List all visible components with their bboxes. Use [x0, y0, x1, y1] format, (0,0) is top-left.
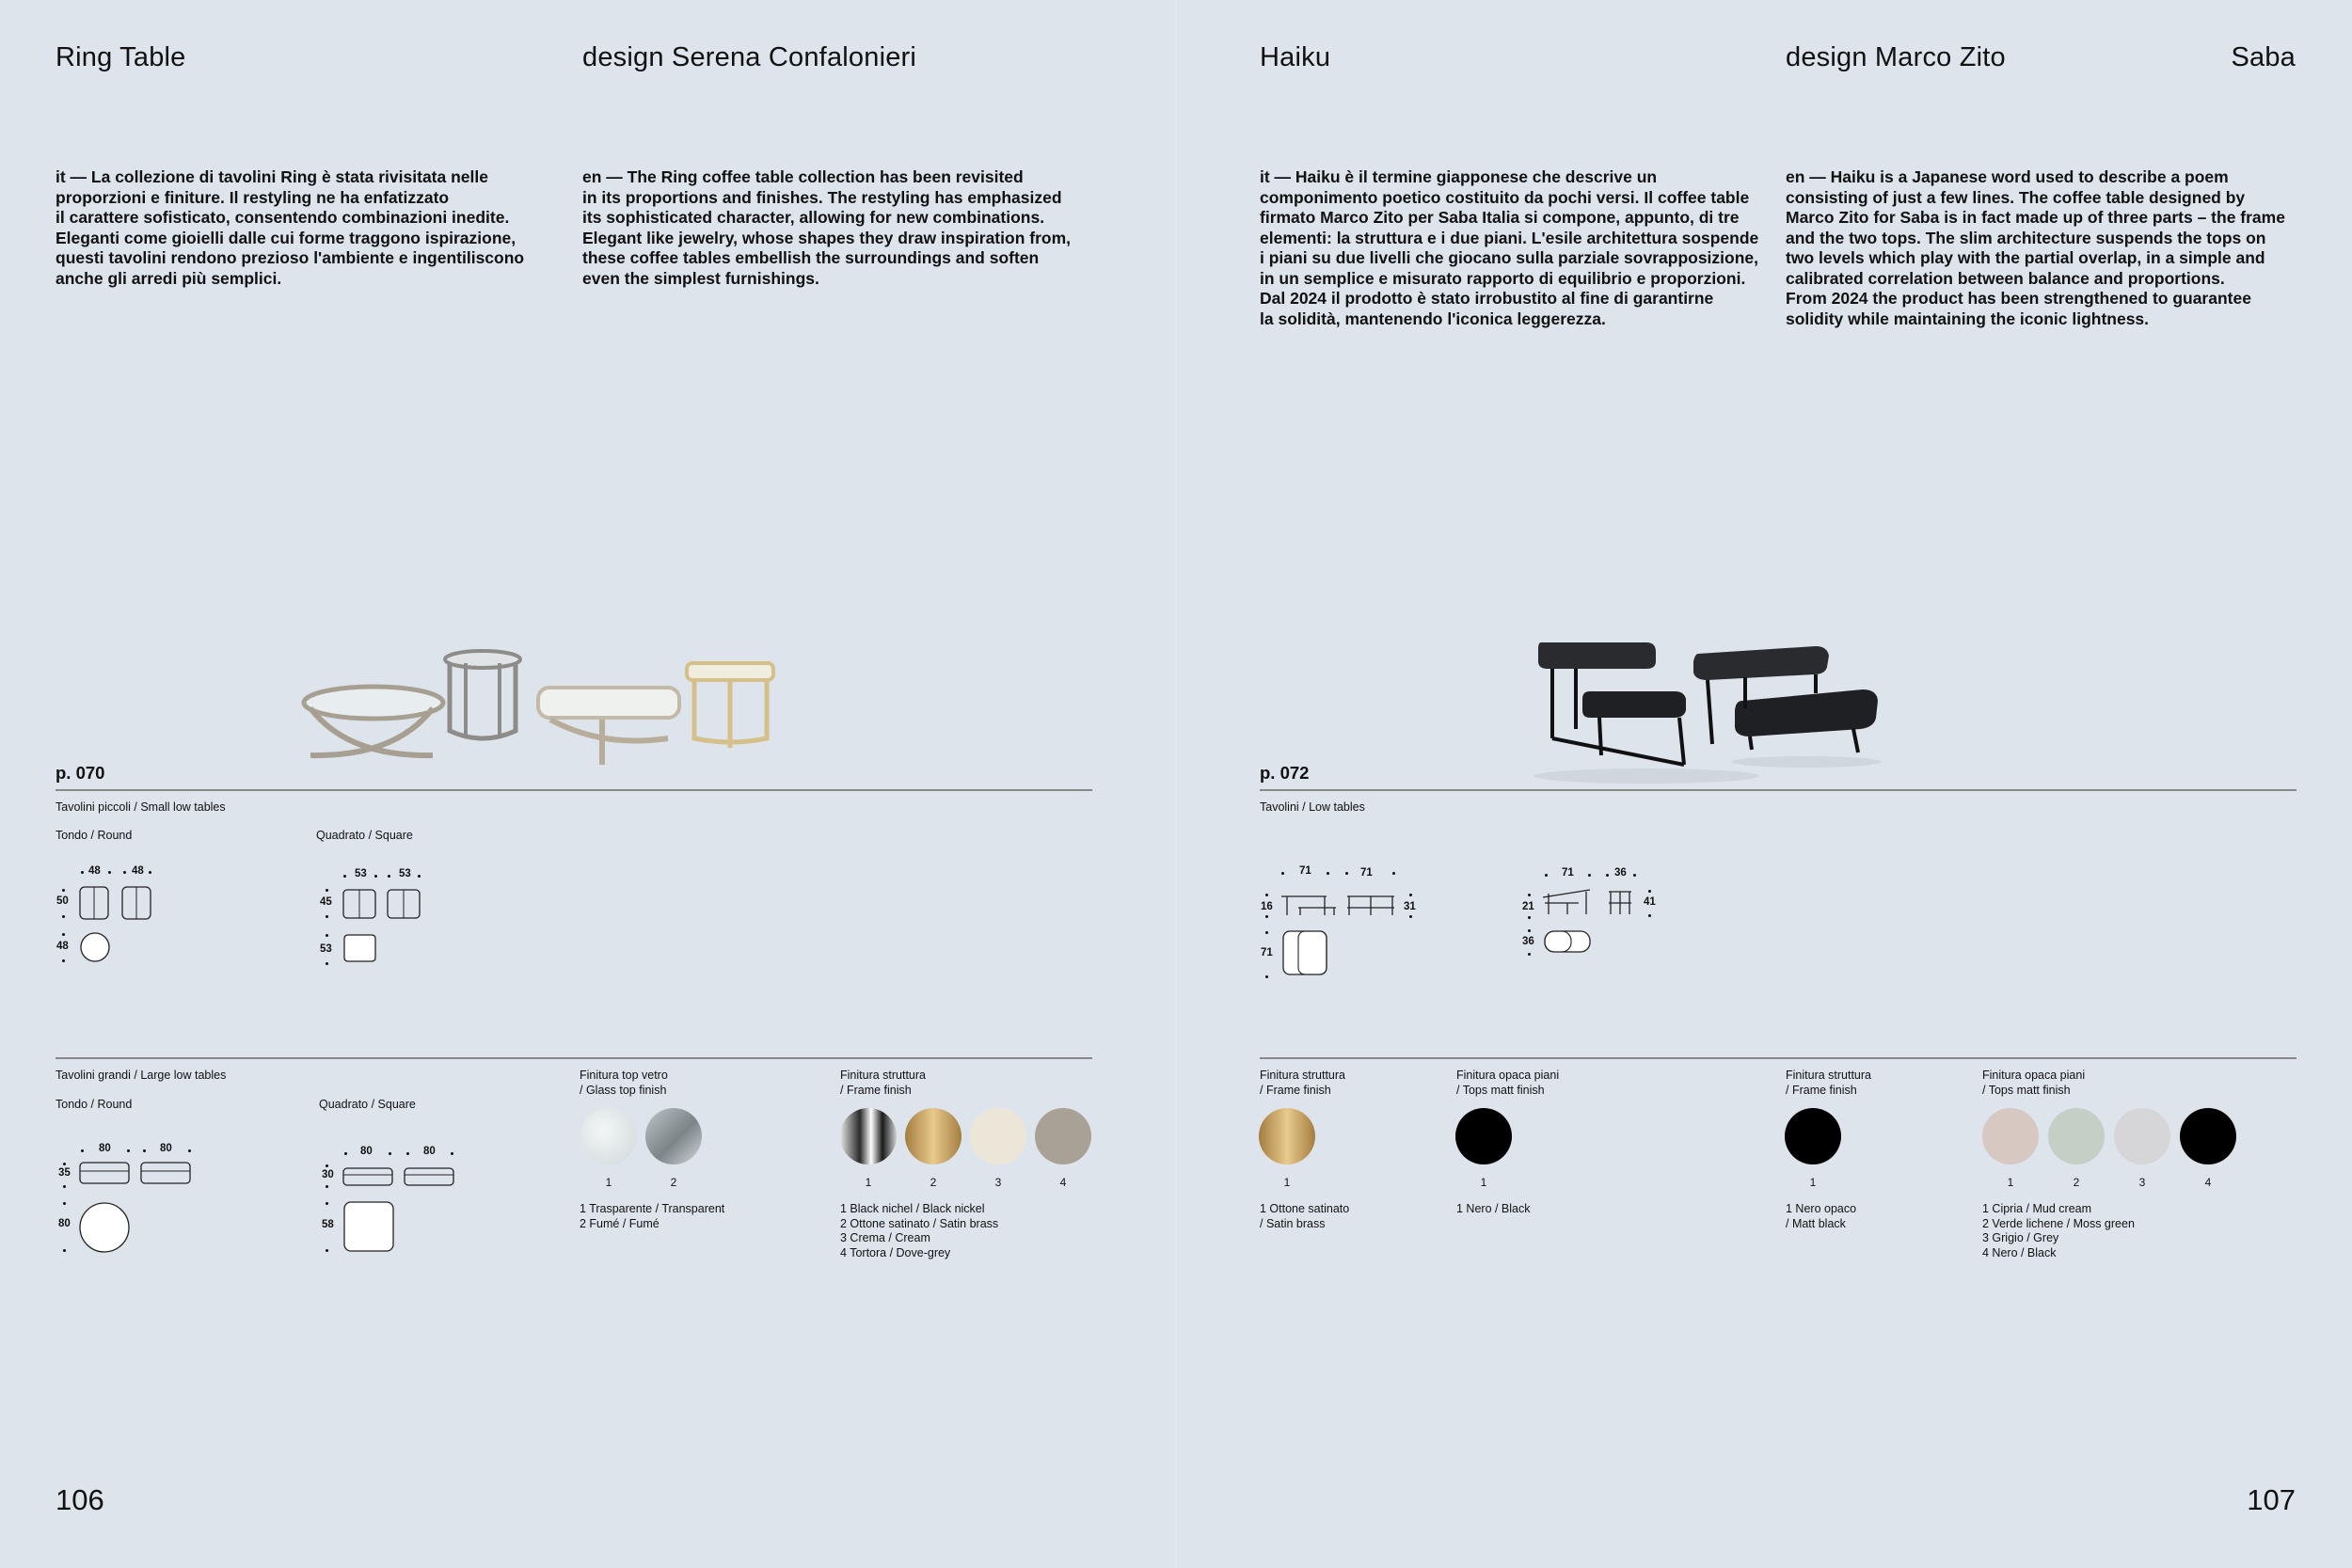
- glass-finish-legend: 1 Trasparente / Transparent 2 Fumé / Fumé: [580, 1202, 725, 1230]
- dim-width: 71: [1562, 867, 1574, 879]
- frame-finish-label: Finitura struttura / Frame finish: [1786, 1069, 1872, 1097]
- swatch-number: 2: [930, 1176, 937, 1189]
- swatch-black: [2180, 1108, 2236, 1164]
- large-square-drawing: [341, 1164, 463, 1259]
- spread-gutter: [1175, 0, 1177, 1568]
- description-english: en — Haiku is a Japanese word used to describe a poem consisting of just a few lines. The coffee table designed by Marco Zito for Saba is in fact made up of three parts – the frame and the two tops. The slim architecture suspends the tops on two levels which play with the partial overlap, in a simple and calibrated correlation between balance and proportions. From 2024 the product has been strengthened to guarantee solidity while maintaining the iconic lightness.: [1786, 167, 2285, 328]
- dim-width: 80: [423, 1146, 436, 1157]
- dim-height: 45: [320, 896, 332, 908]
- small-square-drawing: [341, 886, 435, 971]
- dim-height: 16: [1261, 901, 1273, 912]
- swatch-fume: [645, 1108, 702, 1164]
- section-rule: [56, 789, 1092, 791]
- swatch-grey: [2114, 1108, 2170, 1164]
- ring-tables-image: [292, 644, 781, 771]
- haiku-a-drawing: [1279, 889, 1402, 978]
- low-tables-label: Tavolini / Low tables: [1260, 800, 1365, 814]
- glass-finish-label: Finitura top vetro / Glass top finish: [580, 1069, 668, 1097]
- haiku-b-drawing: [1541, 886, 1645, 957]
- designer-credit: design Marco Zito: [1786, 42, 2006, 72]
- designer-credit: design Serena Confalonieri: [582, 42, 917, 72]
- page-reference: p. 072: [1260, 763, 1310, 783]
- tops-finish-legend: 1 Cipria / Mud cream 2 Verde lichene / Moss green 3 Grigio / Grey 4 Nero / Black: [1982, 1202, 2135, 1259]
- dim-width: 80: [99, 1143, 111, 1154]
- description-italian: it — Haiku è il termine giapponese che descrive un componimento poetico costituito da pochi versi. Il coffee table firmato Marco Zito per Saba Italia si compone, appunto, di tre elementi: la struttura e i due piani. L'esile architettura sospende i piani su due livelli che giocano sulla parziale sovrapposizione, in un semplice e misurato rapporto di equilibrio e proporzioni. Dal 2024 il prodotto è stato irrobustito al fine di garantirne la solidità, mantenendo l'iconica leggerezza.: [1260, 167, 1759, 328]
- dim-height: 35: [58, 1167, 71, 1179]
- swatch-number: 1: [865, 1176, 872, 1189]
- dim-width: 80: [160, 1143, 172, 1154]
- swatch-number: 4: [1059, 1176, 1067, 1189]
- dim-width: 71: [1360, 867, 1373, 879]
- dim-height: 30: [322, 1169, 334, 1180]
- section-rule: [1260, 1057, 2296, 1059]
- brand-name: Saba: [2231, 42, 2296, 72]
- dim-width: 48: [132, 865, 144, 877]
- dim-depth: 36: [1522, 936, 1534, 947]
- small-round-drawing: [77, 882, 162, 967]
- swatch-satin-brass: [905, 1108, 961, 1164]
- haiku-tables-image: [1534, 635, 1891, 785]
- dim-depth: 58: [322, 1219, 334, 1230]
- swatch-number: 1: [1480, 1176, 1487, 1189]
- swatch-number: 1: [1283, 1176, 1291, 1189]
- page-number: 106: [56, 1483, 104, 1516]
- swatch-number: 3: [2138, 1176, 2146, 1189]
- dim-width: 80: [360, 1146, 373, 1157]
- dim-depth: 53: [320, 943, 332, 955]
- section-rule: [56, 1057, 1092, 1059]
- product-title: Ring Table: [56, 42, 186, 72]
- square-label: Quadrato / Square: [316, 829, 413, 842]
- swatch-black: [1455, 1108, 1512, 1164]
- page-reference: p. 070: [56, 763, 105, 783]
- swatch-moss-green: [2048, 1108, 2105, 1164]
- dim-width: 71: [1299, 865, 1311, 877]
- swatch-matt-black: [1785, 1108, 1841, 1164]
- product-title: Haiku: [1260, 42, 1331, 72]
- description-italian: it — La collezione di tavolini Ring è stata rivisitata nelle proporzioni e finiture. Il restyling ne ha enfatizzato il carattere sofisticato, consentendo combinazioni inedite. Eleganti come gioielli dalle cui forme traggono ispirazione, questi tavolini rendono prezioso l'ambiente e ingentiliscono anche gli arredi più semplici.: [56, 167, 525, 288]
- dim-width: 53: [399, 868, 411, 879]
- swatch-mud-cream: [1982, 1108, 2039, 1164]
- dim-depth: 48: [56, 941, 69, 952]
- swatch-number: 3: [994, 1176, 1002, 1189]
- frame-finish-label: Finitura struttura / Frame finish: [840, 1069, 927, 1097]
- section-rule: [1260, 789, 2296, 791]
- dim-depth: 80: [58, 1218, 71, 1229]
- swatch-number: 1: [2007, 1176, 2014, 1189]
- description-english: en — The Ring coffee table collection has been revisited in its proportions and finishes. The restyling has emphasized its sophisticated character, allowing for new combinations. Elegant like jewelry, whose shapes they draw inspiration from, these coffee tables embellish the surroundings and soften even the simplest furnishings.: [582, 167, 1071, 288]
- small-tables-label: Tavolini piccoli / Small low tables: [56, 800, 226, 814]
- swatch-number: 4: [2204, 1176, 2212, 1189]
- square-label: Quadrato / Square: [319, 1098, 416, 1111]
- frame-finish-label: Finitura struttura / Frame finish: [1260, 1069, 1346, 1097]
- large-round-drawing: [77, 1159, 199, 1258]
- round-label: Tondo / Round: [56, 1098, 133, 1111]
- swatch-satin-brass: [1259, 1108, 1315, 1164]
- dim-width: 36: [1614, 867, 1627, 879]
- frame-finish-legend: 1 Ottone satinato / Satin brass: [1260, 1202, 1350, 1230]
- swatch-number: 2: [670, 1176, 677, 1189]
- frame-finish-legend: 1 Nero opaco / Matt black: [1786, 1202, 1857, 1230]
- swatch-transparent: [580, 1108, 637, 1164]
- frame-finish-legend: 1 Black nichel / Black nickel 2 Ottone satinato / Satin brass 3 Crema / Cream 4 Tortora / Dove-grey: [840, 1202, 999, 1259]
- swatch-black-nickel: [840, 1108, 897, 1164]
- dim-depth: 71: [1261, 947, 1273, 958]
- tops-finish-label: Finitura opaca piani / Tops matt finish: [1982, 1069, 2086, 1097]
- dim-height: 41: [1644, 896, 1656, 908]
- swatch-number: 1: [1809, 1176, 1817, 1189]
- dim-height: 21: [1522, 901, 1534, 912]
- large-tables-label: Tavolini grandi / Large low tables: [56, 1069, 227, 1082]
- page-number: 107: [2247, 1483, 2296, 1516]
- swatch-number: 2: [2073, 1176, 2080, 1189]
- tops-finish-label: Finitura opaca piani / Tops matt finish: [1456, 1069, 1560, 1097]
- round-label: Tondo / Round: [56, 829, 133, 842]
- tops-finish-legend: 1 Nero / Black: [1456, 1202, 1531, 1215]
- dim-width: 53: [355, 868, 367, 879]
- swatch-cream: [970, 1108, 1026, 1164]
- swatch-dove-grey: [1035, 1108, 1091, 1164]
- dim-width: 48: [88, 865, 101, 877]
- swatch-number: 1: [605, 1176, 612, 1189]
- dim-height: 50: [56, 895, 69, 907]
- dim-height: 31: [1404, 901, 1416, 912]
